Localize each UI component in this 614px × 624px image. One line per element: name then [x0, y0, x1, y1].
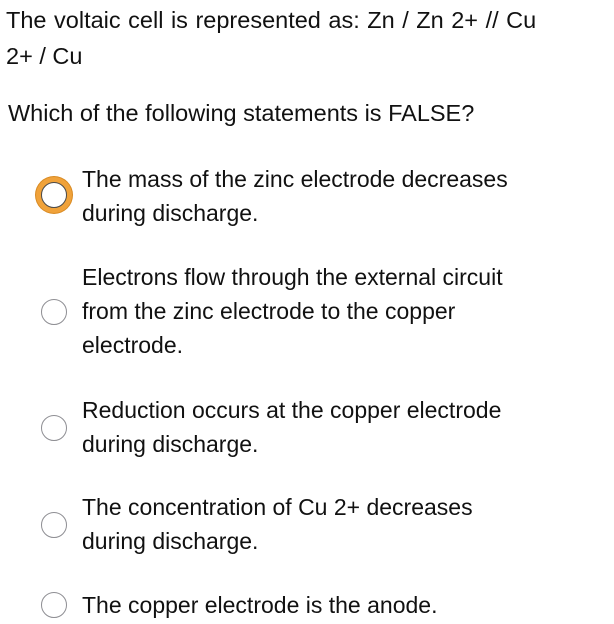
answer-option-5[interactable] — [0, 588, 614, 624]
answer-option-label — [82, 260, 602, 362]
answer-option-label-line: Electrons flow through the external circuit — [82, 264, 503, 290]
question-text-line-1: The voltaic cell is represented as: Zn / Zn 2+ // Cu — [6, 7, 537, 33]
answer-option-2[interactable] — [0, 260, 614, 364]
radio-button[interactable] — [41, 182, 67, 208]
answer-option-label — [82, 588, 602, 622]
answer-option-label-line: Reduction occurs at the copper electrode — [82, 397, 502, 423]
answer-option-label — [82, 393, 602, 461]
radio-button[interactable] — [41, 415, 67, 441]
answer-option-label-line: The mass of the zinc electrode decreases — [82, 166, 508, 192]
answer-option-label-line: from the zinc electrode to the copper — [82, 298, 456, 324]
question-text — [6, 2, 610, 74]
question-prompt: Which of the following statements is FALSE? — [8, 100, 475, 126]
radio-button[interactable] — [41, 512, 67, 538]
answer-option-1[interactable] — [0, 162, 614, 232]
answer-option-label-line: during discharge. — [82, 528, 259, 554]
answer-option-label — [82, 490, 602, 558]
answer-option-label-line: during discharge. — [82, 431, 259, 457]
radio-button[interactable] — [41, 592, 67, 618]
question-text-line-2: 2+ / Cu — [6, 43, 83, 69]
answer-option-3[interactable] — [0, 393, 614, 463]
answer-option-4[interactable] — [0, 490, 614, 560]
answer-option-label-line: The copper electrode is the anode. — [82, 592, 438, 618]
answer-option-label-line: electrode. — [82, 332, 184, 358]
radio-button[interactable] — [41, 299, 67, 325]
answer-option-label-line: during discharge. — [82, 200, 259, 226]
answer-option-label-line: The concentration of Cu 2+ decreases — [82, 494, 473, 520]
answer-option-label — [82, 162, 602, 230]
